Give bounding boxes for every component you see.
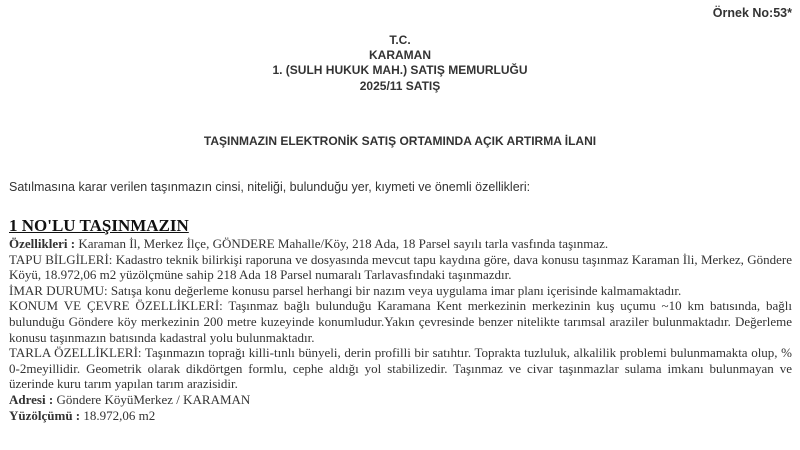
example-number: Örnek No:53* bbox=[712, 6, 792, 20]
property-features bbox=[9, 236, 792, 252]
header-city: KARAMAN bbox=[369, 48, 431, 63]
property-section bbox=[9, 216, 792, 423]
intro-text: Satılmasına karar verilen taşınmazın cinsi, niteliği, bulunduğu yer, kıymeti ve önemli özellikleri: bbox=[9, 180, 531, 194]
area-label: Yüzölçümü : bbox=[9, 407, 81, 423]
field-features: TARLA ÖZELLİKLERİ: Taşınmazın toprağı killi-tınlı bünyeli, derin profilli bir satıhtır. Toprakta tuzluluk, alkalilik problemi bulunmamakta olup, % 0-2meyillidir. Geometrik olarak dikdörtgen formlu, cephe aldığı yol stabilizedir. Taşınmaz ve civar taşınmazlar sulama imkanı bulunmayan ve üzerinde kuru tarım yapılan tarım arazisidir. bbox=[9, 345, 792, 392]
header-country: T.C. bbox=[389, 33, 411, 47]
address-label: Adresi : bbox=[9, 391, 54, 407]
address-text: Göndere KöyüMerkez / KARAMAN bbox=[53, 391, 251, 407]
property-heading: 1 NO'LU TAŞINMAZIN bbox=[9, 216, 189, 235]
header-office: 1. (SULH HUKUK MAH.) SATIŞ MEMURLUĞU bbox=[272, 63, 528, 78]
location-features: KONUM VE ÇEVRE ÖZELLİKLERİ: Taşınmaz bağlı bulunduğu Karamana Kent merkezinin merkezinin kuş uçumu ~10 km batısında, bağlı bulunduğu Göndere köy merkezinin 200 metre kuzeyinde konumludur.Yakın çevresinde benzer nitelikte tarımsal araziler bulunmaktadır. Değerleme konusu taşınmazın batısında kadastral yolu bulunmaktadır. bbox=[9, 298, 792, 345]
features-label: Özellikleri : bbox=[9, 236, 76, 251]
deed-info: TAPU BİLGİLERİ: Kadastro teknik bilirkişi raporuna ve dosyasında mevcut tapu kaydına göre, dava konusu taşınmaz Karaman İli, Merkez, Göndere Köyü, 18.972,06 m2 yüzölçmüne sahip 218 Ada 18 Parsel numaralı Tarlavasfındaki taşınmazdır. bbox=[9, 251, 792, 283]
property-area bbox=[9, 408, 792, 424]
header-case-number: 2025/11 SATIŞ bbox=[359, 78, 441, 93]
document-header bbox=[0, 33, 800, 94]
features-text: Karaman İl, Merkez İlçe, GÖNDERE Mahalle/Köy, 218 Ada, 18 Parsel sayılı tarla vasfında taşınmaz. bbox=[75, 236, 609, 251]
area-text: 18.972,06 m2 bbox=[80, 407, 156, 423]
zoning-status: İMAR DURUMU: Satışa konu değerleme konusu parsel herhangi bir nazım veya uygulama imar planı içerisinde kalmamaktadır. bbox=[9, 282, 682, 298]
property-address bbox=[9, 392, 792, 408]
announcement-title: TAŞINMAZIN ELEKTRONİK SATIŞ ORTAMINDA AÇIK ARTIRMA İLANI bbox=[203, 134, 597, 148]
